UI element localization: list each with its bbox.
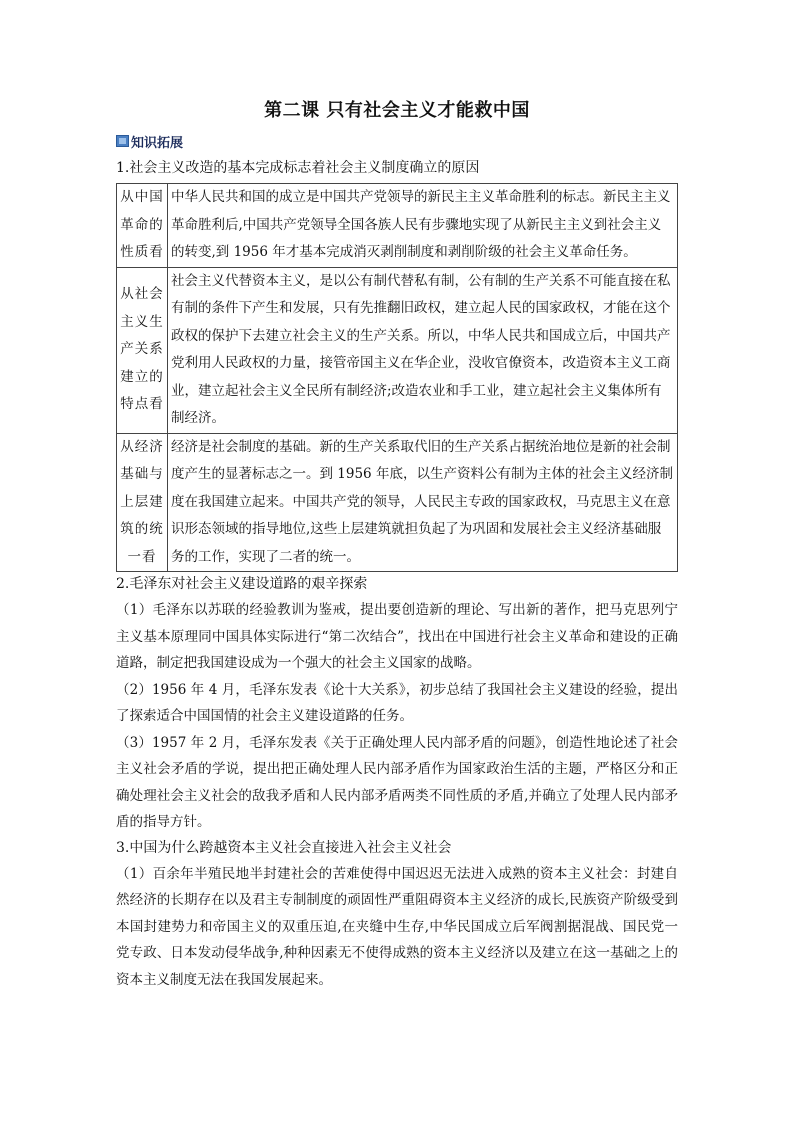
heading-1: 1.社会主义改造的基本完成标志着社会主义制度确立的原因: [116, 160, 480, 176]
page-title: 第二课 只有社会主义才能救中国: [264, 100, 530, 121]
row-content: 中华人民共和国的成立是中国共产党领导的新民主主义革命胜利的标志。新民主主义革命胜利后,中国共产党领导全国各族人民有步骤地实现了从新民主主义到社会主义的转变,到 1956 年才基本完成消灭剥削制度和剥削阶级的社会主义革命任务。: [168, 184, 678, 268]
row-label: 从经济基础与上层建筑的统一看: [117, 433, 168, 572]
heading-2: 2.毛泽东对社会主义建设道路的艰辛探索: [116, 576, 368, 592]
row-label: 从社会主义生产关系建立的特点看: [117, 267, 168, 433]
row-content: 社会主义代替资本主义，是以公有制代替私有制，公有制的生产关系不可能直接在私有制的条件下产生和发展，只有先推翻旧政权，建立起人民的国家政权，才能在这个政权的保护下去建立社会主义的生产关系。所以，中华人民共和国成立后，中国共产党利用人民政权的力量，接管帝国主义在华企业，没收官僚资本，改造资本主义工商业，建立起社会主义全民所有制经济;改造农业和手工业，建立起社会主义集体所有制经济。: [168, 267, 678, 433]
paragraph: （3）1957 年 2 月，毛泽东发表《关于正确处理人民内部矛盾的问题》，创造性地论述了社会主义社会矛盾的学说，提出把正确处理人民内部矛盾作为国家政治生活的主题，严格区分和正确处理社会主义社会的敌我矛盾和人民内部矛盾两类不同性质的矛盾,并确立了处理人民内部矛盾的指导方针。: [116, 734, 678, 830]
reasons-table: [116, 183, 678, 572]
book-icon: [116, 135, 129, 147]
document-page: [116, 96, 678, 993]
section-tag-label: 知识拓展: [131, 135, 184, 151]
table-row: [117, 267, 678, 433]
section-tag: [116, 132, 678, 150]
heading-3: 3.中国为什么跨越资本主义社会直接进入社会主义社会: [116, 839, 452, 856]
paragraph: （1）毛泽东以苏联的经验教训为鉴戒，提出要创造新的理论、写出新的著作，把马克思列宁主义基本原理同中国具体实际进行“第二次结合”，找出在中国进行社会主义革命和建设的正确道路，制定把我国建设成为一个强大的社会主义国家的战略。: [116, 602, 678, 671]
row-content: 经济是社会制度的基础。新的生产关系取代旧的生产关系占据统治地位是新的社会制度产生的显著标志之一。到 1956 年底，以生产资料公有制为主体的社会主义经济制度在我国建立起来。中国共产党的领导，人民民主专政的国家政权，马克思主义在意识形态领域的指导地位,这些上层建筑就担负起了为巩固和发展社会主义经济基础服务的工作，实现了二者的统一。: [168, 433, 678, 572]
paragraph: （1）百余年半殖民地半封建社会的苦难使得中国迟迟无法进入成熟的资本主义社会：封建自然经济的长期存在以及君主专制制度的顽固性严重阻碍资本主义经济的成长,民族资产阶级受到本国封建势力和帝国主义的双重压迫,在夹缝中生存,中华民国成立后军阀割据混战、国民党一党专政、日本发动侵华战争,种种因素无不使得成熟的资本主义经济以及建立在这一基础之上的资本主义制度无法在我国发展起来。: [116, 865, 678, 988]
row-label: 从中国革命的性质看: [117, 184, 168, 268]
paragraph: （2）1956 年 4 月，毛泽东发表《论十大关系》，初步总结了我国社会主义建设的经验，提出了探索适合中国国情的社会主义建设道路的任务。: [116, 681, 678, 724]
table-row: [117, 433, 678, 572]
table-row: [117, 184, 678, 268]
